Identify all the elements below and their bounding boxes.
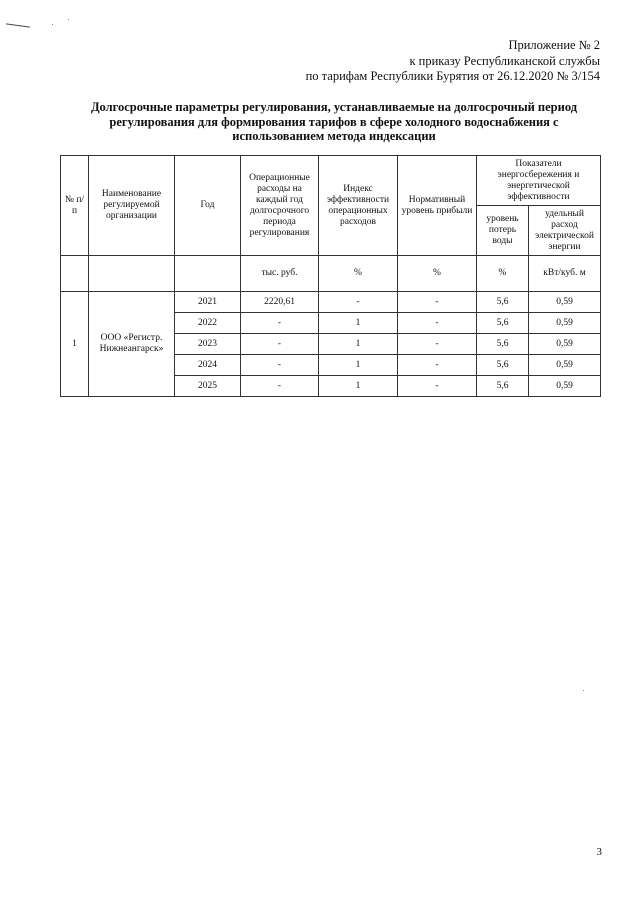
- cell-profit: -: [398, 292, 477, 313]
- scan-dot: [583, 690, 584, 691]
- cell-index: 1: [319, 313, 398, 334]
- cell-opex: 2220,61: [241, 292, 319, 313]
- cell-profit: -: [398, 313, 477, 334]
- parameters-table: [60, 155, 601, 397]
- cell-specific: 0,59: [529, 355, 601, 376]
- cell-loss: 5,6: [477, 334, 529, 355]
- cell-specific: 0,59: [529, 292, 601, 313]
- cell-year: 2022: [175, 313, 241, 334]
- appendix-header: [306, 38, 600, 85]
- units-blank-org: [89, 256, 175, 292]
- cell-index: 1: [319, 376, 398, 397]
- cell-profit: -: [398, 355, 477, 376]
- cell-loss: 5,6: [477, 376, 529, 397]
- header-row: [61, 156, 601, 206]
- cell-specific: 0,59: [529, 313, 601, 334]
- header-loss: уровень потерь воды: [477, 206, 529, 256]
- scan-dot: [52, 24, 53, 25]
- row-org-name: ООО «Регистр. Нижнеангарск»: [89, 292, 175, 397]
- cell-profit: -: [398, 376, 477, 397]
- units-blank-num: [61, 256, 89, 292]
- unit-specific: кВт/куб. м: [529, 256, 601, 292]
- units-blank-year: [175, 256, 241, 292]
- header-index: Индекс эффективности операционных расходов: [319, 156, 398, 256]
- appendix-line-1: Приложение № 2: [508, 38, 600, 52]
- document-title: Долгосрочные параметры регулирования, устанавливаемые на долгосрочный период регулирования для формирования тарифов в сфере холодного водоснабжения с использованием метода индексации: [90, 100, 578, 143]
- table-row: [61, 292, 601, 313]
- cell-index: 1: [319, 355, 398, 376]
- header-profit: Нормативный уровень прибыли: [398, 156, 477, 256]
- units-row: [61, 256, 601, 292]
- cell-index: -: [319, 292, 398, 313]
- cell-opex: -: [241, 376, 319, 397]
- scan-mark: [6, 23, 30, 27]
- appendix-line-3: по тарифам Республики Бурятия от 26.12.2020 № 3/154: [305, 69, 600, 83]
- row-num: 1: [61, 292, 89, 397]
- header-energy-group: Показатели энергосбережения и энергетической эффективности: [477, 156, 601, 206]
- unit-loss: %: [477, 256, 529, 292]
- unit-opex: тыс. руб.: [241, 256, 319, 292]
- cell-index: 1: [319, 334, 398, 355]
- unit-profit: %: [398, 256, 477, 292]
- cell-loss: 5,6: [477, 292, 529, 313]
- scan-dot: [68, 19, 69, 20]
- cell-opex: -: [241, 334, 319, 355]
- appendix-line-2: к приказу Республиканской службы: [409, 53, 600, 68]
- cell-specific: 0,59: [529, 376, 601, 397]
- cell-year: 2024: [175, 355, 241, 376]
- cell-opex: -: [241, 313, 319, 334]
- header-org: Наименование регулируемой организации: [89, 156, 175, 256]
- cell-opex: -: [241, 355, 319, 376]
- page-number: 3: [596, 846, 602, 858]
- cell-loss: 5,6: [477, 355, 529, 376]
- header-opex: Операционные расходы на каждый год долгосрочного периода регулирования: [241, 156, 319, 256]
- cell-year: 2025: [175, 376, 241, 397]
- cell-profit: -: [398, 334, 477, 355]
- header-num: № п/п: [61, 156, 89, 256]
- unit-index: %: [319, 256, 398, 292]
- header-year: Год: [175, 156, 241, 256]
- cell-specific: 0,59: [529, 334, 601, 355]
- cell-year: 2021: [175, 292, 241, 313]
- cell-year: 2023: [175, 334, 241, 355]
- header-specific: удельный расход электрической энергии: [529, 206, 601, 256]
- cell-loss: 5,6: [477, 313, 529, 334]
